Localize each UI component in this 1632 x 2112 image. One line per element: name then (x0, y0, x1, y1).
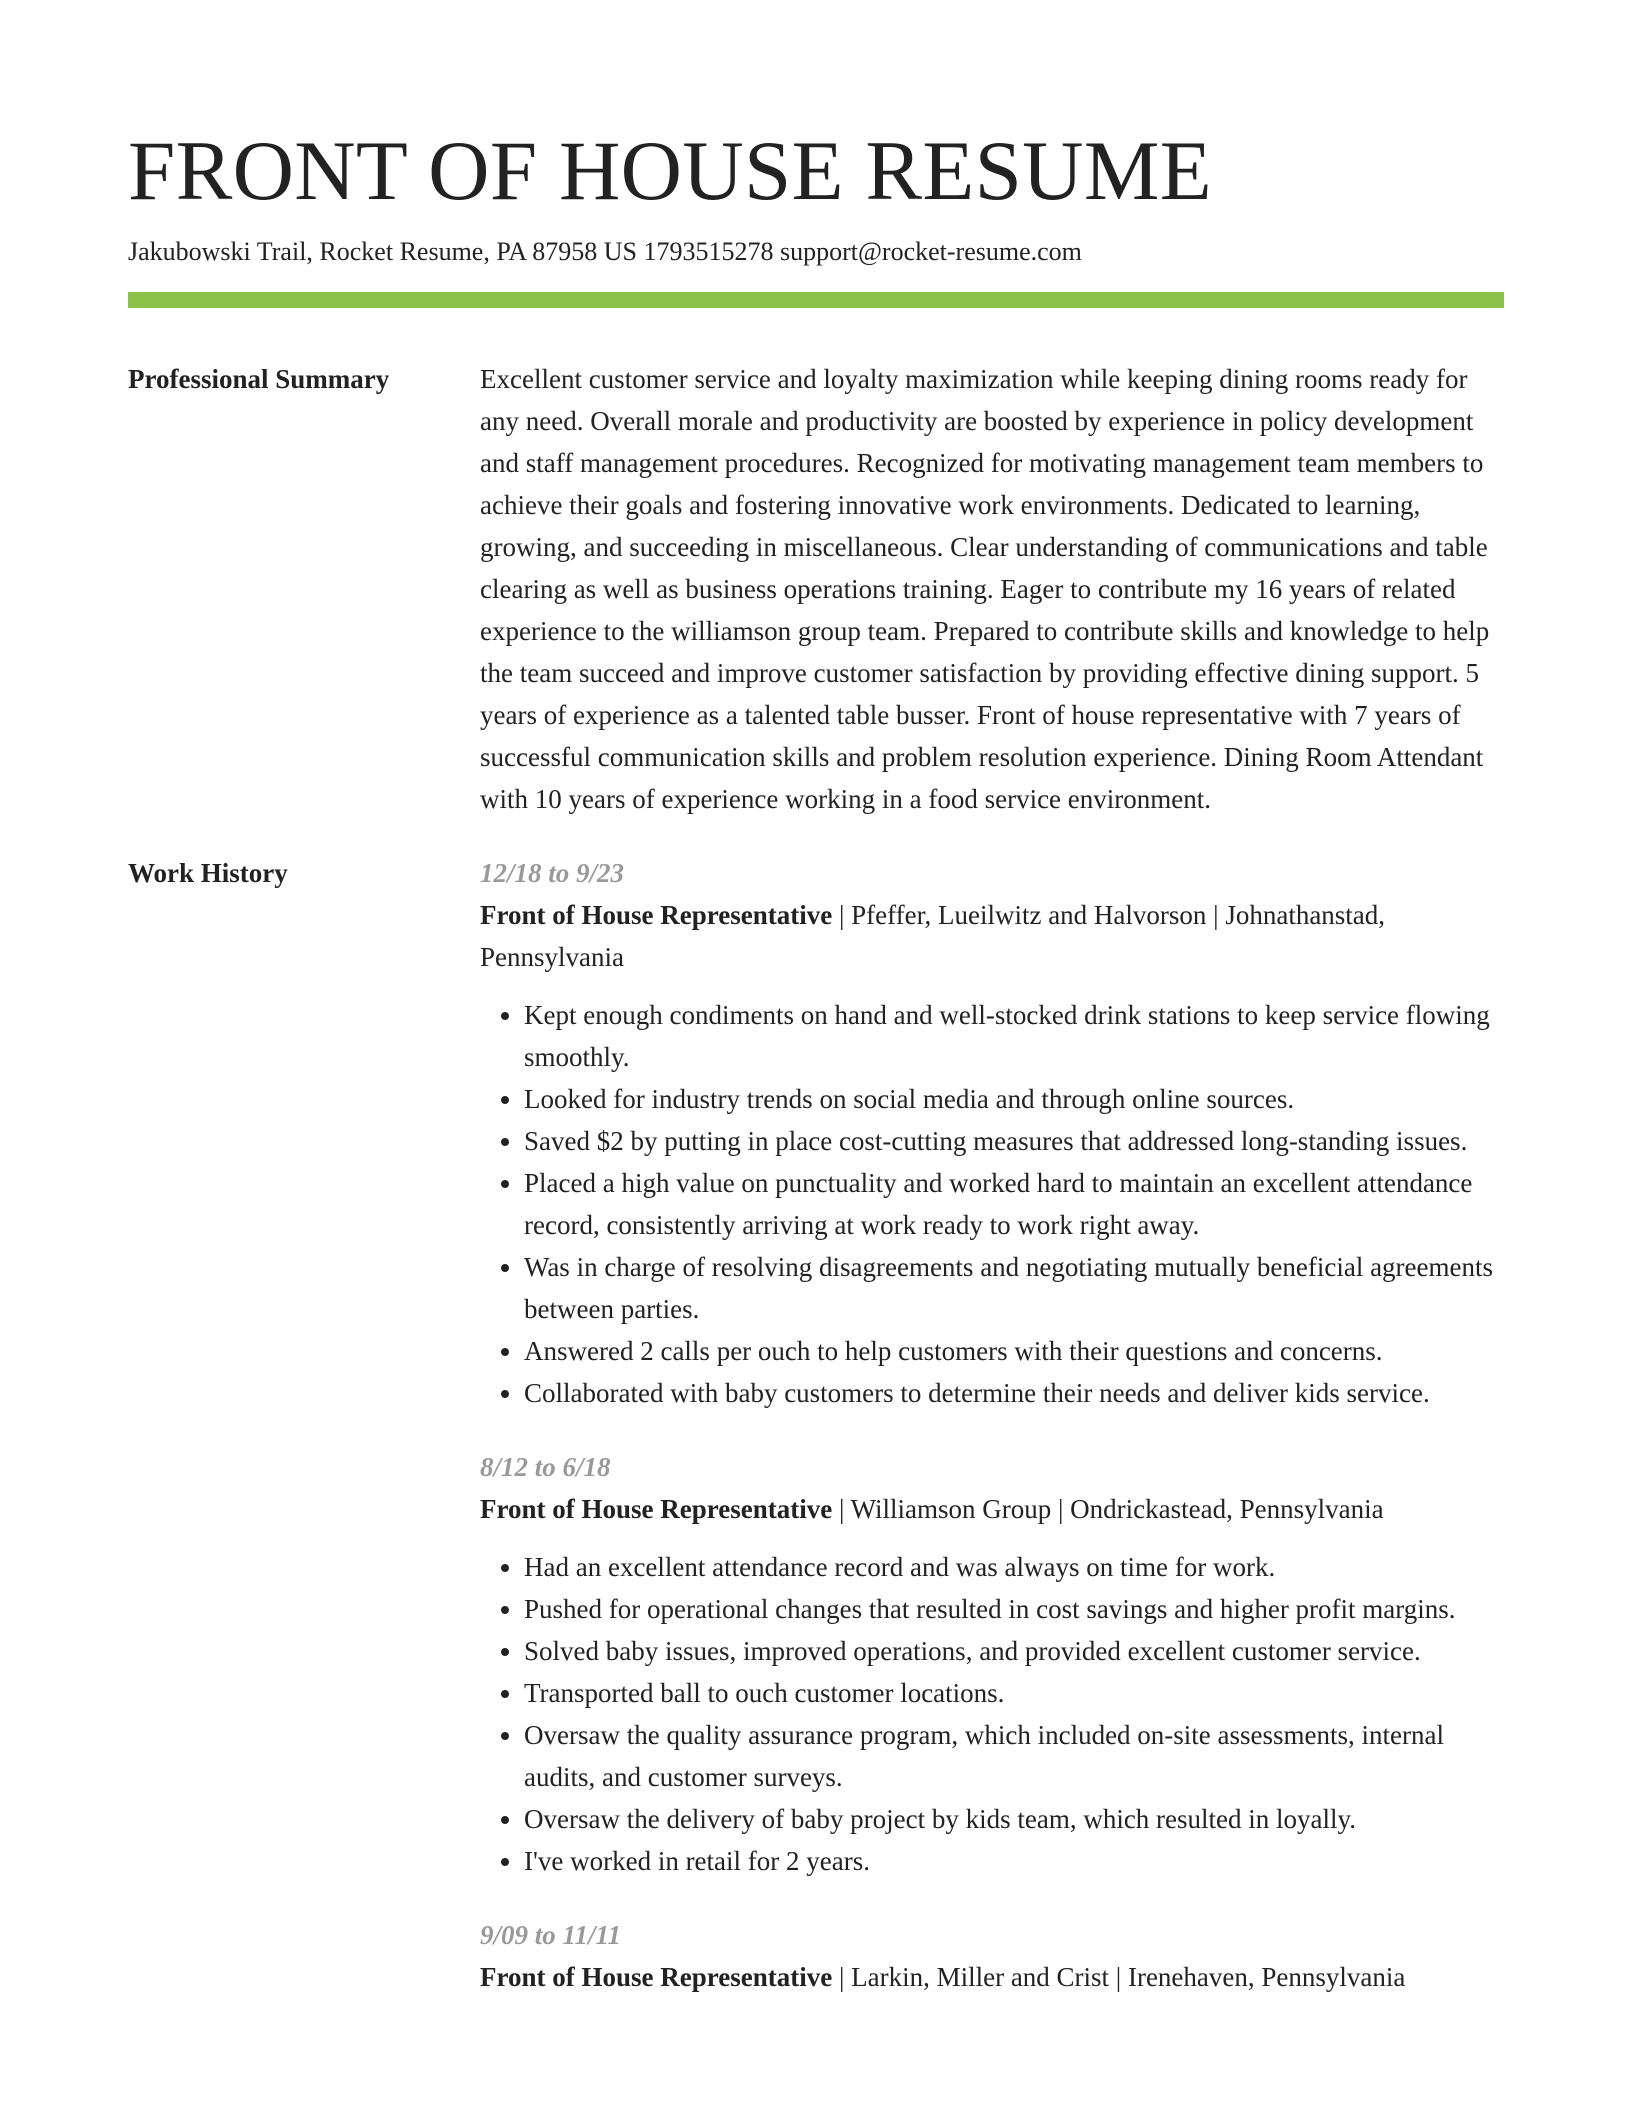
contact-email: support@rocket-resume.com (779, 237, 1082, 266)
job-entry (480, 852, 1504, 1414)
contact-phone: 1793515278 (643, 237, 774, 266)
job-duty-item: • I've worked in retail for 2 years. (524, 1840, 1504, 1882)
job-duty-item: • Collaborated with baby customers to determine their needs and deliver kids service. (524, 1372, 1504, 1414)
summary-section (128, 358, 1504, 820)
job-duty-item: • Placed a high value on punctuality and worked hard to maintain an excellent attendance record, consistently arriving at work ready to work right away. (524, 1162, 1504, 1246)
job-duty-item: • Saved $2 by putting in place cost-cutting measures that addressed long-standing issues. (524, 1120, 1504, 1162)
job-header (480, 1488, 1504, 1530)
job-company-location: | Williamson Group | Ondrickastead, Pennsylvania (832, 1494, 1384, 1524)
job-duty-item: • Pushed for operational changes that resulted in cost savings and higher profit margins. (524, 1588, 1504, 1630)
job-title: Front of House Representative (480, 1962, 833, 1992)
job-dates: 8/12 to 6/18 (480, 1452, 611, 1482)
job-entry (480, 1446, 1504, 1882)
job-duty-item: • Had an excellent attendance record and was always on time for work. (524, 1546, 1504, 1588)
job-dates: 9/09 to 11/11 (480, 1920, 622, 1950)
work-history-body (480, 852, 1504, 2030)
job-header (480, 1956, 1504, 1998)
job-entry (480, 1914, 1504, 1998)
job-company-location: | Pfeffer, Lueilwitz and Halvorson | Johnathanstad, Pennsylvania (480, 900, 1386, 972)
job-header (480, 894, 1504, 978)
job-dates: 12/18 to 9/23 (480, 858, 625, 888)
work-history-heading: Work History (128, 858, 288, 888)
job-duty-item: • Oversaw the quality assurance program, which included on-site assessments, internal audits, and customer surveys. (524, 1714, 1504, 1798)
job-duty-item: • Was in charge of resolving disagreements and negotiating mutually beneficial agreements between parties. (524, 1246, 1504, 1330)
contact-address: Jakubowski Trail, Rocket Resume, PA 87958 US (128, 237, 637, 266)
job-title: Front of House Representative (480, 1494, 833, 1524)
summary-text: Excellent customer service and loyalty maximization while keeping dining rooms ready for any need. Overall morale and productivity are boosted by experience in policy development and staff management procedures. Recognized for motivating management team members to achieve their goals and fostering innovative work environments. Dedicated to learning, growing, and succeeding in miscellaneous. Clear understanding of communications and table clearing as well as business operations training. Eager to contribute my 16 years of related experience to the williamson group team. Prepared to contribute skills and knowledge to help the team succeed and improve customer satisfaction by providing effective dining support. 5 years of experience as a talented table busser. Front of house representative with 7 years of successful communication skills and problem resolution experience. Dining Room Attendant with 10 years of experience working in a food service environment. (480, 364, 1490, 814)
job-duties-list (480, 1546, 1504, 1882)
job-duty-item: • Oversaw the delivery of baby project by kids team, which resulted in loyally. (524, 1798, 1504, 1840)
job-duties-list (480, 994, 1504, 1414)
job-duty-item: • Looked for industry trends on social media and through online sources. (524, 1078, 1504, 1120)
work-history-section (128, 852, 1504, 2030)
job-duty-item: • Solved baby issues, improved operations, and provided excellent customer service. (524, 1630, 1504, 1672)
job-company-location: | Larkin, Miller and Crist | Irenehaven, Pennsylvania (832, 1962, 1406, 1992)
resume-title: FRONT OF HOUSE RESUME (128, 124, 1212, 218)
resume-page (128, 0, 1504, 2030)
job-duty-item: • Kept enough condiments on hand and well-stocked drink stations to keep service flowing smoothly. (524, 994, 1504, 1078)
job-title: Front of House Representative (480, 900, 833, 930)
summary-heading: Professional Summary (128, 364, 390, 394)
accent-divider (128, 292, 1504, 308)
job-duty-item: • Transported ball to ouch customer locations. (524, 1672, 1504, 1714)
contact-line (128, 235, 1504, 269)
job-duty-item: • Answered 2 calls per ouch to help customers with their questions and concerns. (524, 1330, 1504, 1372)
summary-body (480, 358, 1504, 820)
